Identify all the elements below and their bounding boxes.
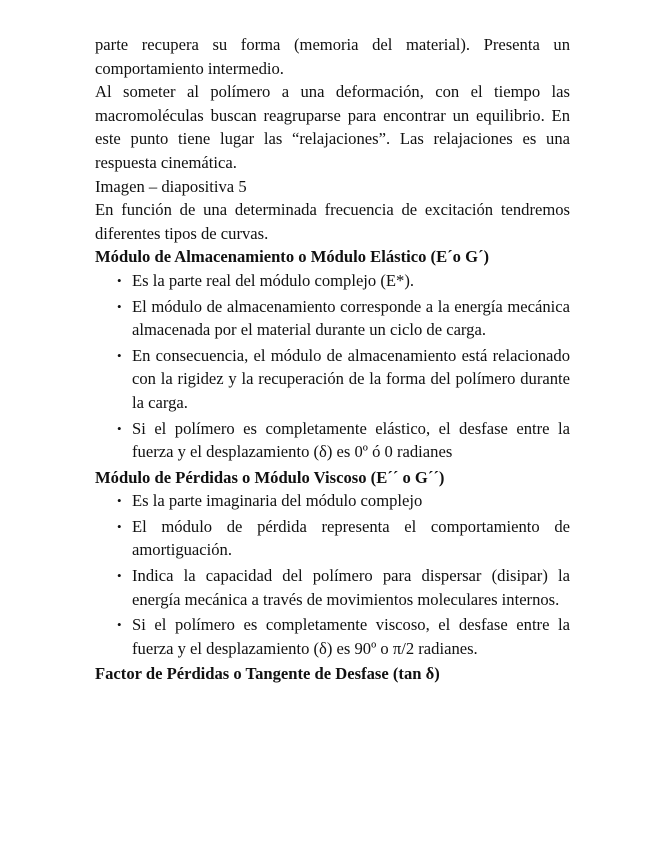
loss-factor-heading: Factor de Pérdidas o Tangente de Desfase (tan δ) — [95, 664, 440, 684]
list-item-text: El módulo de almacenamiento corresponde a la energía mecánica almacenada por el material durante un ciclo de carga. — [132, 296, 570, 340]
list-item-text: Si el polímero es completamente elástico, el desfase entre la fuerza y el desplazamiento (δ) es 0º ó 0 radianes — [132, 418, 570, 462]
list-item-text: En consecuencia, el módulo de almacenamiento está relacionado con la rigidez y la recuperación de la forma del polímero durante la carga. — [132, 345, 570, 412]
image-reference: Imagen – diapositiva 5 — [95, 176, 247, 196]
list-item-text: Indica la capacidad del polímero para dispersar (disipar) la energía mecánica a través de movimientos moleculares internos. — [132, 566, 570, 609]
loss-modulus-list — [95, 489, 570, 660]
storage-modulus-heading: Módulo de Almacenamiento o Módulo Elástico (E´o G´) — [95, 247, 490, 267]
list-item-text: Es la parte imaginaria del módulo complejo — [132, 491, 423, 511]
loss-modulus-heading: Módulo de Pérdidas o Módulo Viscoso (E´´ o G´´) — [95, 467, 445, 487]
list-item — [95, 295, 570, 342]
list-item-text: El módulo de pérdida representa el comportamiento de amortiguación. — [132, 516, 570, 560]
list-item — [95, 515, 570, 562]
bullet-icon: • — [117, 568, 122, 584]
bullet-icon: • — [117, 617, 122, 633]
paragraph-memory: parte recupera su forma (memoria del material). Presenta un comportamiento intermedio. — [95, 35, 570, 78]
bullet-icon: • — [117, 298, 122, 314]
paragraph-relaxations: Al someter al polímero a una deformación, con el tiempo las macromoléculas buscan reagruparse para encontrar un equilibrio. En este punto tiene lugar las “relajaciones”. Las relajaciones es una respuesta cinemática. — [95, 82, 570, 172]
bullet-icon: • — [117, 518, 122, 534]
bullet-icon: • — [117, 272, 122, 288]
bullet-icon: • — [117, 347, 122, 363]
list-item — [95, 489, 570, 513]
list-item — [95, 417, 570, 464]
list-item — [95, 613, 570, 660]
storage-modulus-list — [95, 269, 570, 464]
bullet-icon: • — [117, 420, 122, 436]
bullet-icon: • — [117, 493, 122, 509]
list-item-text: Es la parte real del módulo complejo (E*). — [132, 270, 414, 290]
list-item — [95, 564, 570, 611]
list-item — [95, 269, 570, 293]
list-item — [95, 344, 570, 415]
paragraph-frequency: En función de una determinada frecuencia de excitación tendremos diferentes tipos de curvas. — [95, 200, 570, 243]
list-item-text: Si el polímero es completamente viscoso, el desfase entre la fuerza y el desplazamiento (δ) es 90º o π/2 radianes. — [132, 615, 570, 658]
